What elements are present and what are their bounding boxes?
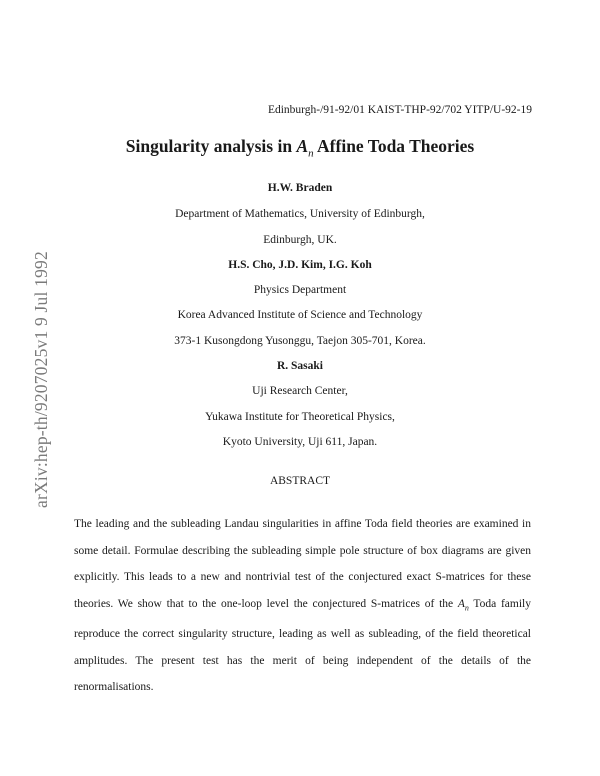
author-affiliation: Korea Advanced Institute of Science and Technology — [177, 309, 423, 321]
author-names: H.W. Braden — [267, 182, 333, 194]
title-suffix: Affine Toda Theories — [313, 136, 475, 156]
abstract-text — [74, 511, 531, 701]
abstract-text-part1: The leading and the subleading Landau singularities in affine Toda field theories are examined in some detail. Formulae describing the subleading simple pole structure of box diagrams are given explicitly. This leads to a new and nontrivial test of the conjectured exact S-matrices for these theories. We show that to the one-loop level the conjectured S-matrices of the — [74, 518, 531, 610]
author-names: H.S. Cho, J.D. Kim, I.G. Koh — [228, 259, 372, 271]
author-affiliation: 373-1 Kusongdong Yusonggu, Taejon 305-701, Korea. — [174, 335, 426, 347]
author-affiliation: Edinburgh, UK. — [263, 234, 337, 246]
title-subscript: n — [308, 147, 314, 160]
abstract-heading: ABSTRACT — [269, 475, 331, 487]
author-affiliation: Yukawa Institute for Theoretical Physics, — [205, 411, 395, 423]
author-affiliation: Uji Research Center, — [252, 385, 348, 397]
arxiv-sidebar-stamp: arXiv:hep-th/9207025v1 9 Jul 1992 — [31, 251, 51, 508]
author-names: R. Sasaki — [276, 360, 324, 372]
author-affiliation: Kyoto University, Uji 611, Japan. — [222, 436, 378, 448]
report-number: Edinburgh-/91-92/01 KAIST-THP-92/702 YITP/U-92-19 — [267, 104, 532, 116]
author-affiliation: Department of Mathematics, University of Edinburgh, — [175, 208, 425, 220]
title-symbol: A — [296, 136, 309, 156]
author-affiliation: Physics Department — [253, 284, 347, 296]
abstract-text-part2: Toda family reproduce the correct singularity structure, leading as well as subleading, of the field theoretical amplitudes. The present test has the merit of being independent of the details of the renormalisations. — [74, 597, 531, 694]
title-prefix: Singularity analysis in — [125, 136, 297, 156]
abstract-symbol: A — [457, 597, 465, 610]
abstract-subscript: n — [464, 602, 469, 612]
paper-title — [0, 136, 600, 160]
